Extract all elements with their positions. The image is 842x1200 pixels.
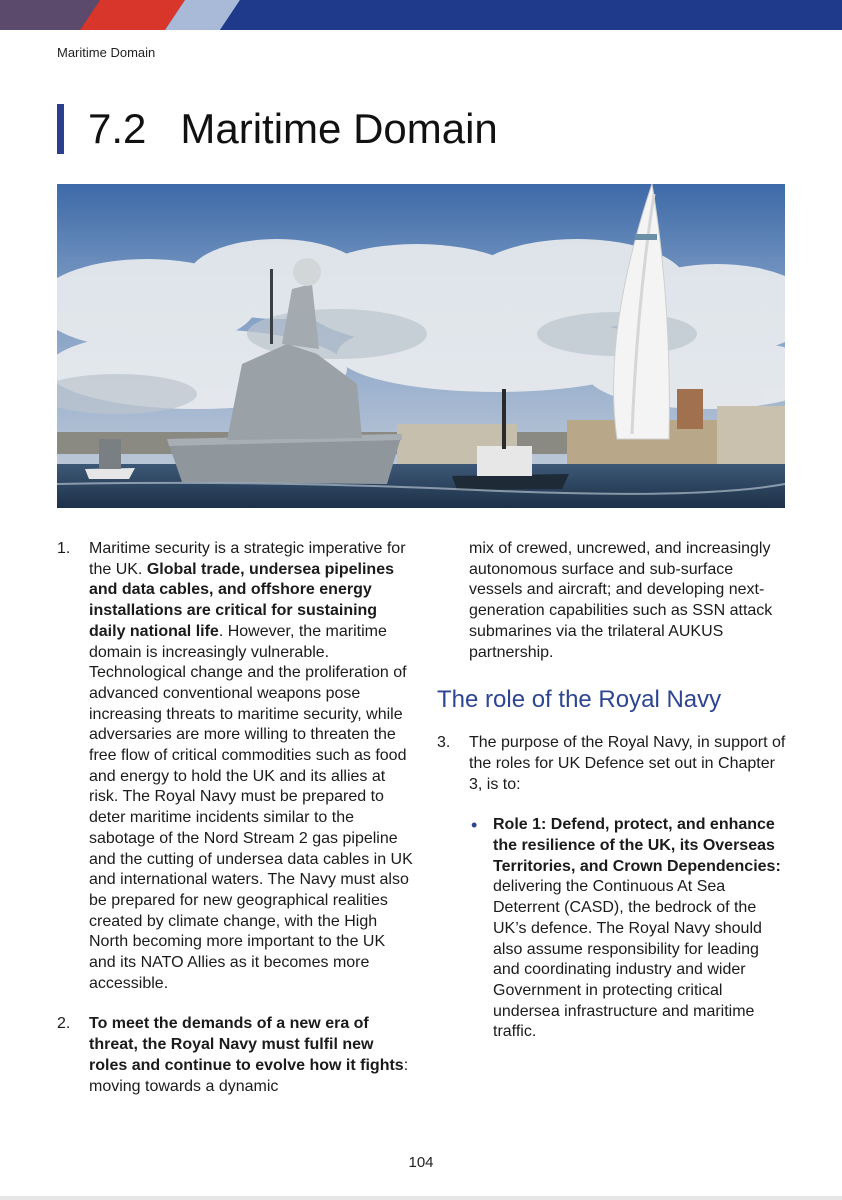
- paragraph-text: Maritime security is a strategic imperative for the UK.: [89, 540, 406, 578]
- bottom-edge: [0, 1196, 842, 1200]
- section-heading: Maritime Domain: [180, 105, 498, 152]
- page-number: 104: [408, 1154, 434, 1171]
- left-column: [57, 539, 415, 1117]
- paragraph-2: [57, 1014, 415, 1097]
- paragraph-number: 2.: [57, 1015, 71, 1033]
- bullet-role-1: [437, 815, 787, 1043]
- paragraph-number: 3.: [437, 734, 451, 752]
- top-color-band: [0, 0, 842, 30]
- paragraph-bold-text: To meet the demands of a new era of threat, the Royal Navy must fulfil new roles and continue to evolve how it fights: [89, 1015, 404, 1074]
- paragraph-3: [437, 733, 787, 795]
- bullet-bold-text: Role 1: Defend, protect, and enhance the resilience of the UK, its Overseas Territories, and Crown Dependencies:: [493, 816, 781, 875]
- subheading-role-of-royal-navy: The role of the Royal Navy: [437, 686, 722, 714]
- section-number: 7.2: [88, 105, 147, 152]
- paragraph-number: 1.: [57, 540, 71, 557]
- paragraph-1: [57, 539, 415, 994]
- running-header: Maritime Domain: [57, 45, 156, 60]
- paragraph-2-continued: mix of crewed, uncrewed, and increasingly autonomous surface and sub-surface vessels and aircraft; and developing next-generation capabilities such as SSN attack submarines via the trilateral AUKUS partnership.: [469, 540, 773, 661]
- title-accent-bar: [57, 104, 64, 154]
- paragraph-bold-text: Global trade, undersea pipelines and data cables, and offshore energy installations are critical for sustaining daily national life: [89, 560, 394, 640]
- ship-harbour-photo-icon: [57, 184, 785, 508]
- paragraph-text: The purpose of the Royal Navy, in support of the roles for UK Defence set out in Chapter 3, is to:: [469, 734, 786, 793]
- bullet-text: delivering the Continuous At Sea Deterrent (CASD), the bedrock of the UK’s defence. The Royal Navy should also assume responsibility for leading and coordinating industry and wider Government in protecting critical undersea infrastructure and maritime traffic.: [493, 878, 762, 1041]
- paragraph-text: . However, the maritime domain is increasingly vulnerable. Technological change and the proliferation of advanced conventional weapons pose increasing threats to maritime security, while adversaries are more willing to threaten the free flow of critical commodities such as food and energy to hold the UK and its allies at risk. The Royal Navy must be prepared to deter maritime incidents similar to the sabotage of the Nord Stream 2 gas pipeline and the cutting of undersea data cables in UK and international waters. The Navy must also be prepared for new geographical realities created by climate change, with the High North becoming more important to the UK and its NATO Allies as it becomes more accessible.: [89, 622, 413, 992]
- right-column: [437, 539, 787, 1043]
- bullet-dot-icon: •: [471, 815, 478, 836]
- section-title: [57, 104, 498, 154]
- paragraph-text: : moving towards a dynamic: [89, 1056, 409, 1095]
